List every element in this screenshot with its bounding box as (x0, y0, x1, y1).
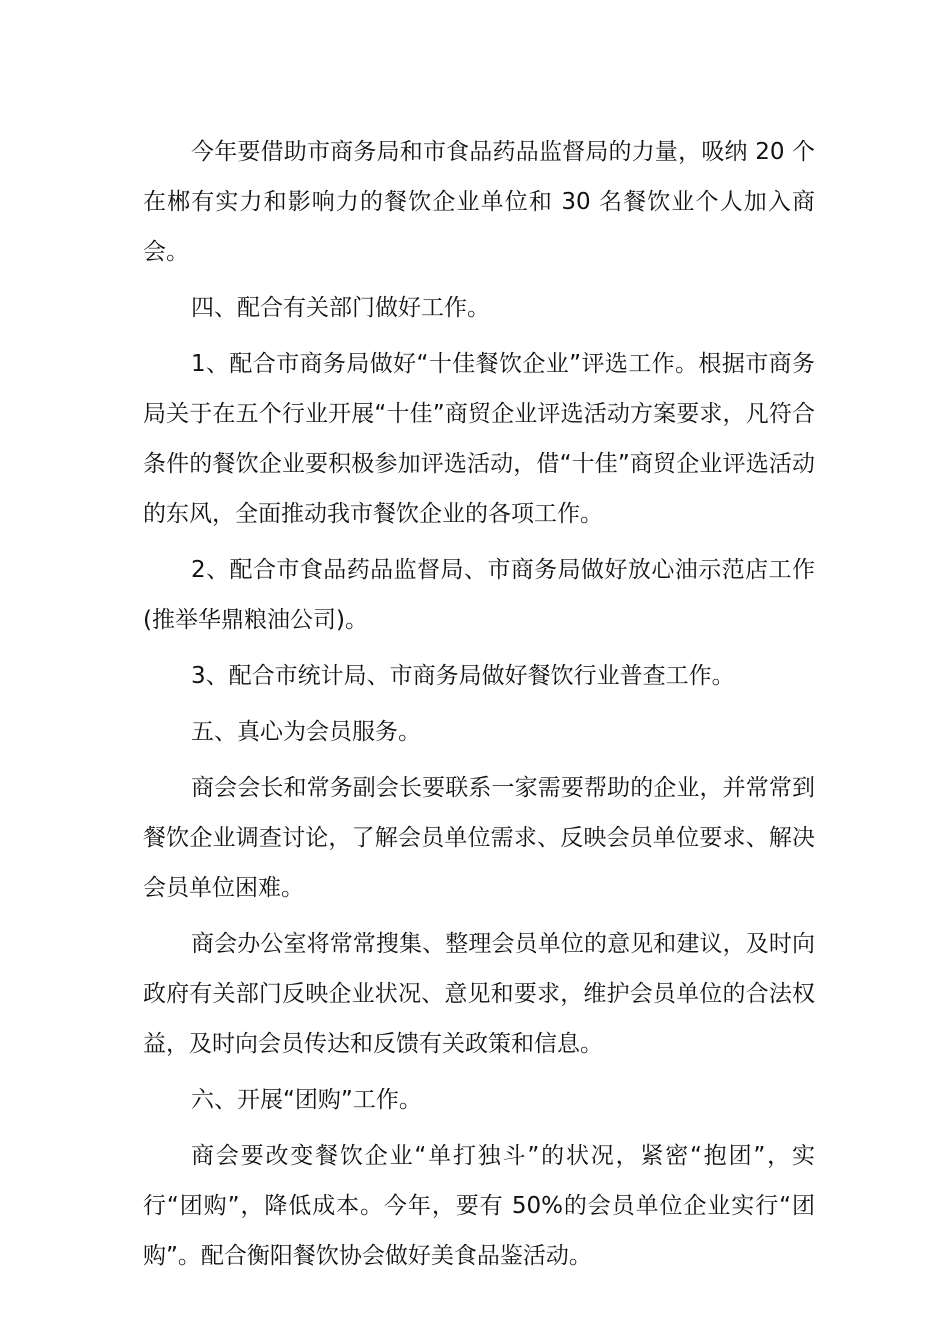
paragraph-item-3: 3、配合市统计局、市商务局做好餐饮行业普查工作。 (191, 663, 735, 689)
document-body (143, 127, 815, 1281)
paragraph-item-1: 1、配合市商务局做好“十佳餐饮企业”评选工作。根据市商务局关于在五个行业开展“十佳”商贸企业评选活动方案要求，凡符合条件的餐饮企业要积极参加评选活动，借“十佳”商贸企业评选活动的东风，全面推动我市餐饮企业的各项工作。 (143, 351, 815, 527)
paragraph-group-purchase: 商会要改变餐饮企业“单打独斗”的状况，紧密“抱团”，实行“团购”，降低成本。今年，要有 50%的会员单位企业实行“团购”。配合衡阳餐饮协会做好美食品鉴活动。 (143, 1143, 815, 1269)
heading-section-six: 六、开展“团购”工作。 (191, 1087, 422, 1113)
heading-section-five: 五、真心为会员服务。 (191, 719, 421, 745)
paragraph-item-2: 2、配合市食品药品监督局、市商务局做好放心油示范店工作(推举华鼎粮油公司)。 (143, 557, 815, 633)
paragraph-leaders-contact: 商会会长和常务副会长要联系一家需要帮助的企业，并常常到餐饮企业调查讨论，了解会员单位需求、反映会员单位要求、解决会员单位困难。 (143, 775, 815, 901)
paragraph-office-feedback: 商会办公室将常常搜集、整理会员单位的意见和建议，及时向政府有关部门反映企业状况、意见和要求，维护会员单位的合法权益，及时向会员传达和反馈有关政策和信息。 (143, 931, 815, 1057)
heading-section-four: 四、配合有关部门做好工作。 (191, 295, 490, 321)
paragraph-membership-goal: 今年要借助市商务局和市食品药品监督局的力量，吸纳 20 个在郴有实力和影响力的餐饮企业单位和 30 名餐饮业个人加入商会。 (143, 139, 815, 265)
